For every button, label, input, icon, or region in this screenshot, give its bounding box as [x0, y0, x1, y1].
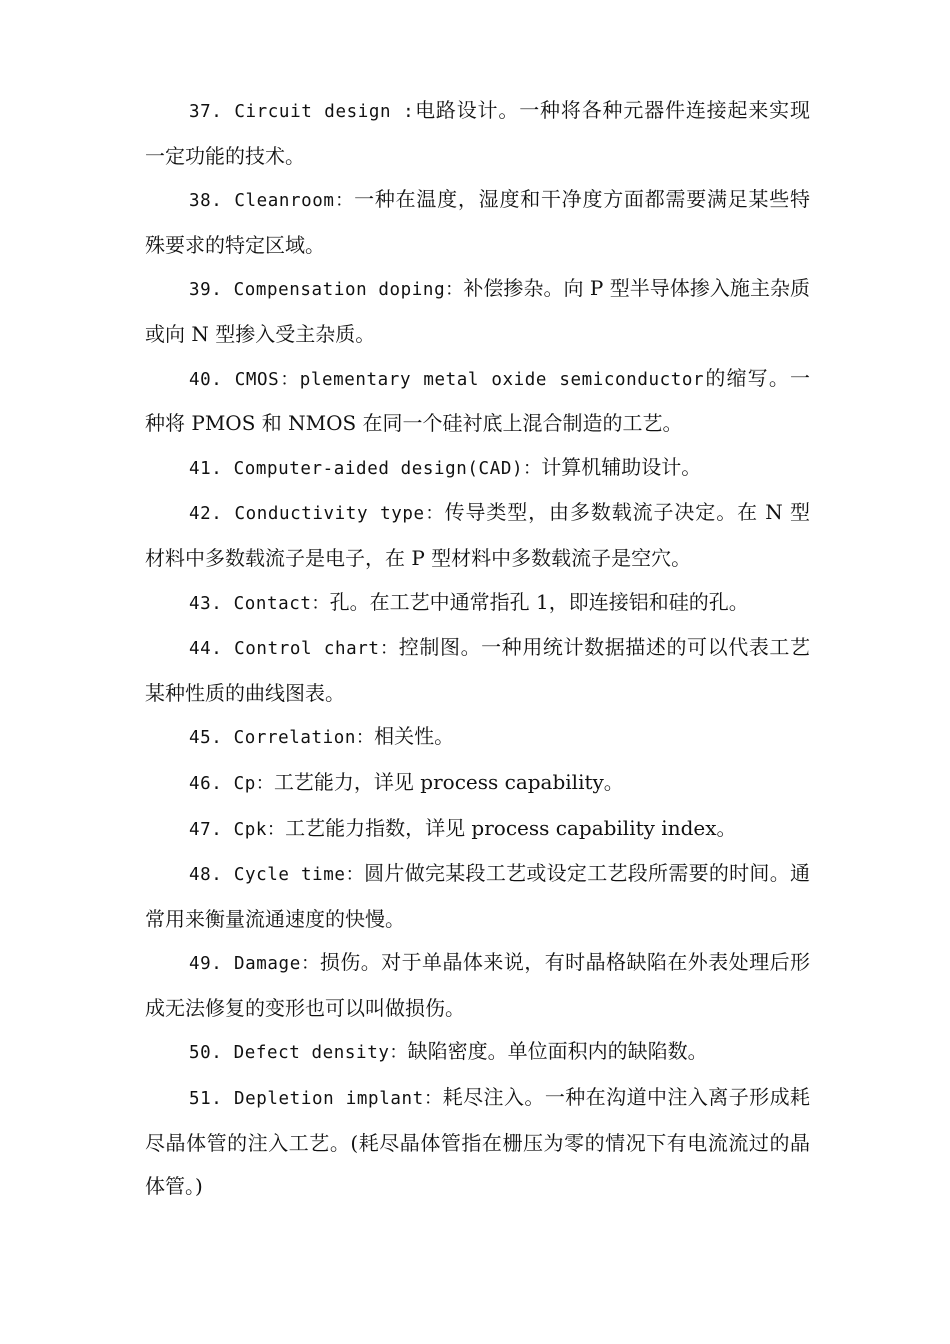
glossary-entry-41 [145, 446, 810, 492]
glossary-entry-45 [145, 715, 810, 761]
glossary-entry-49 [145, 941, 810, 1030]
entry-definition: 孔。在工艺中通常指孔 1，即连接铝和硅的孔。 [329, 589, 749, 614]
entry-term: Correlation： [233, 728, 375, 749]
entry-definition: 耗尽注入。一种在沟道中注入离子形成耗尽晶体管的注入工艺。(耗尽晶体管指在栅压为零的情况下有电流流过的晶体管。) [145, 1085, 811, 1199]
glossary-entry-51 [145, 1076, 810, 1209]
entry-definition: 一种在温度，湿度和干净度方面都需要满足某些特殊要求的特定区域。 [145, 187, 811, 257]
glossary-entry-46 [145, 761, 810, 807]
glossary-entry-40 [145, 357, 810, 446]
entry-definition: 补偿掺杂。向 P 型半导体掺入施主杂质或向 N 型掺入受主杂质。 [145, 276, 810, 346]
entry-number: 42. [189, 504, 223, 525]
glossary-entry-38 [145, 178, 810, 267]
entry-definition: 工艺能力，详见 process capability。 [273, 769, 624, 794]
glossary-entry-47 [145, 807, 810, 853]
entry-definition: 工艺能力指数，详见 process capability index。 [285, 815, 737, 840]
entry-definition: 损伤。对于单晶体来说，有时晶格缺陷在外表处理后形成无法修复的变形也可以叫做损伤。 [145, 950, 811, 1020]
entry-term: CMOS：plementary metal oxide semiconductor [234, 369, 705, 390]
entry-number: 37. [189, 102, 223, 122]
glossary-entry-37 [145, 89, 810, 178]
entry-definition: 圆片做完某段工艺或设定工艺段所需要的时间。通常用来衡量流通速度的快慢。 [145, 861, 810, 931]
entry-number: 45. [189, 728, 223, 749]
glossary-entry-50 [145, 1030, 810, 1076]
entry-number: 40. [189, 369, 223, 390]
entry-term: Depletion implant： [234, 1089, 443, 1110]
entry-term: Cleanroom： [234, 191, 355, 212]
entry-term: Control chart： [234, 639, 399, 660]
entry-term: Computer-aided design(CAD)： [233, 458, 542, 479]
entry-number: 46. [189, 773, 223, 794]
entry-definition: 电路设计。一种将各种元器件连接起来实现一定功能的技术。 [145, 98, 810, 168]
entry-number: 50. [189, 1043, 223, 1064]
entry-number: 44. [189, 639, 223, 660]
entry-number: 49. [189, 954, 223, 975]
entry-term: Conductivity type： [234, 504, 445, 525]
glossary-entry-42 [145, 491, 810, 580]
entry-definition: 计算机辅助设计。 [541, 454, 702, 479]
glossary-entry-43 [145, 581, 810, 627]
entry-number: 41. [189, 458, 223, 479]
entry-term: Cpk： [233, 819, 286, 840]
entry-number: 38. [189, 191, 223, 212]
entry-term: Cp： [233, 773, 274, 794]
entry-definition: 的缩写。一种将 PMOS 和 NMOS 在同一个硅衬底上混合制造的工艺。 [145, 365, 810, 436]
entry-number: 43. [189, 593, 223, 614]
entry-term: Damage： [234, 954, 320, 975]
glossary-entry-48 [145, 852, 810, 941]
glossary-entry-44 [145, 626, 810, 715]
glossary-list [145, 89, 810, 1209]
entry-number: 48. [189, 865, 223, 886]
entry-term: Cycle time： [233, 865, 365, 886]
entry-term: Circuit design : [234, 102, 415, 122]
entry-number: 47. [189, 819, 223, 840]
glossary-entry-39 [145, 267, 810, 356]
entry-definition: 相关性。 [374, 724, 455, 749]
entry-definition: 传导类型，由多数载流子决定。在 N 型材料中多数载流子是电子，在 P 型材料中多数载流子是空穴。 [145, 500, 810, 570]
entry-number: 51. [189, 1089, 223, 1110]
entry-definition: 控制图。一种用统计数据描述的可以代表工艺某种性质的曲线图表。 [145, 635, 811, 705]
entry-term: Compensation doping： [233, 280, 464, 301]
entry-number: 39. [189, 280, 223, 301]
entry-term: Defect density： [233, 1043, 408, 1064]
entry-definition: 缺陷密度。单位面积内的缺陷数。 [407, 1039, 708, 1064]
entry-term: Contact： [233, 593, 330, 614]
